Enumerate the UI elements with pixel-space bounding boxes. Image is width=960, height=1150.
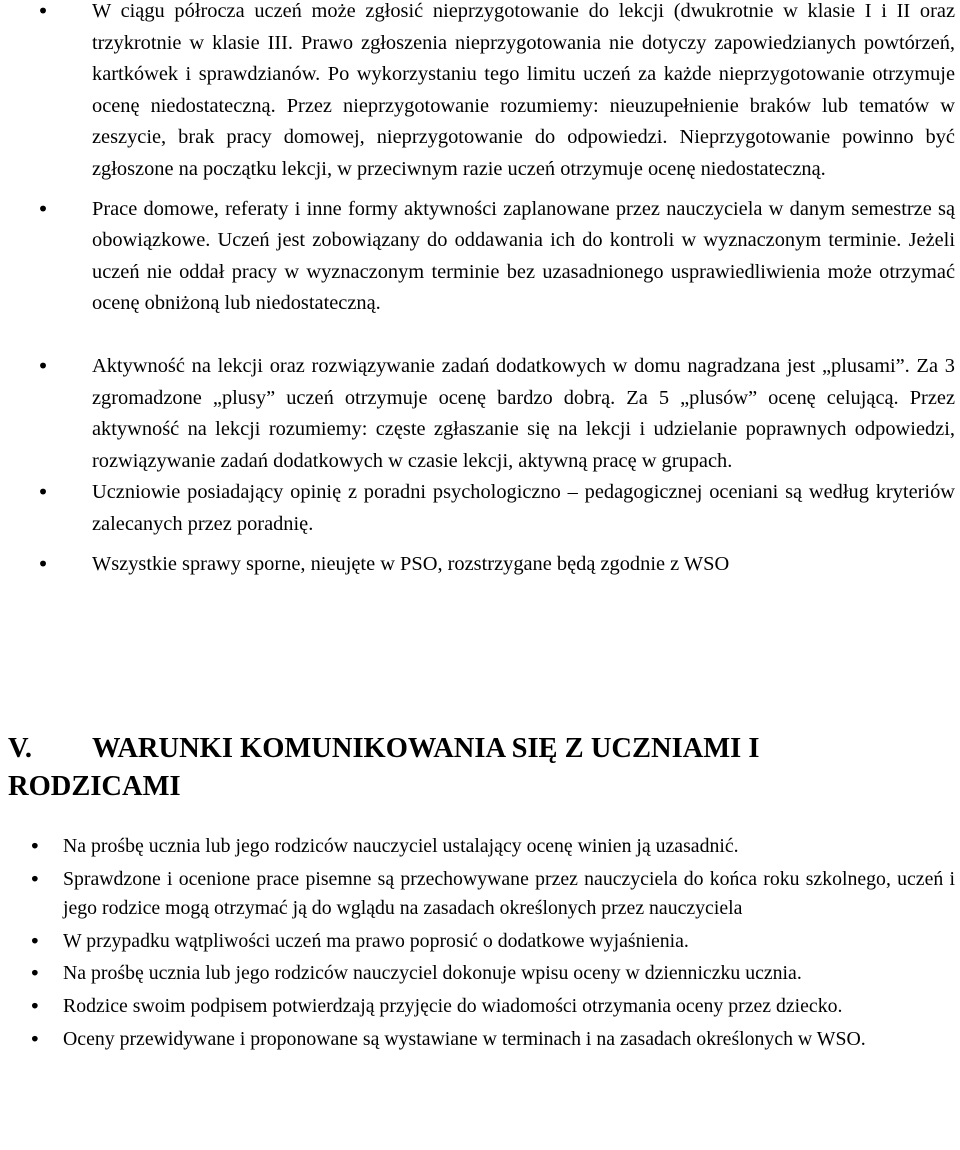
bullet-icon: • [29, 835, 41, 858]
list-item-text: Aktywność na lekcji oraz rozwiązywanie zadań dodatkowych w domu nagradzana jest „plusami”. Za 3 zgromadzone „plusy” uczeń otrzymuje ocenę bardzo dobrą. Za 5 „plusów” ocenę celującą. Przez aktywność na lekcji rozumiemy: częste zgłaszanie się na lekcji i udzielanie poprawnych odpowiedzi, rozwiązywanie zadań dodatkowych w czasie lekcji, aktywną pracę w grupach. [92, 354, 955, 472]
bullet-icon: • [29, 962, 41, 986]
bullet-icon: • [37, 196, 50, 221]
list-item [29, 927, 955, 957]
list-item-text: Oceny przewidywane i proponowane są wystawiane w terminach i na zasadach określonych w WSO. [63, 1027, 866, 1050]
list-item [29, 832, 955, 862]
list-item-text: Wszystkie sprawy sporne, nieujęte w PSO, rozstrzygane będą zgodnie z WSO [92, 552, 730, 575]
list-item [37, 0, 955, 186]
list-item-text: W ciągu półrocza uczeń może zgłosić nieprzygotowanie do lekcji (dwukrotnie w klasie I i II oraz trzykrotnie w klasie III. Prawo zgłoszenia nieprzygotowania nie dotyczy zapowiedzianych powtórzeń, kartkówek i sprawdzianów. Po wykorzystaniu tego limitu uczeń za każde nieprzygotowanie otrzymuje ocenę niedostateczną. Przez nieprzygotowanie rozumiemy: nieuzupełnienie braków lub tematów w zeszycie, brak pracy domowej, nieprzygotowanie do odpowiedzi. Nieprzygotowanie powinno być zgłoszone na początku lekcji, w przeciwnym razie uczeń otrzymuje ocenę niedostateczną. [92, 0, 955, 180]
list-item [37, 194, 955, 320]
bullet-icon: • [37, 353, 50, 378]
section-iv-list [37, 0, 955, 580]
section-title: WARUNKI KOMUNIKOWANIA SIĘ Z UCZNIAMI I RODZICAMI [8, 733, 760, 802]
list-item [37, 477, 955, 540]
bullet-icon: • [37, 551, 50, 576]
list-item [29, 865, 955, 924]
list-item-text: Uczniowie posiadający opinię z poradni psychologiczno – pedagogicznej oceniani są według kryteriów zalecanych przez poradnię. [92, 481, 955, 535]
list-item [29, 959, 955, 989]
bullet-icon: • [29, 929, 41, 953]
list-item-text: Na prośbę ucznia lub jego rodziców nauczyciel ustalający ocenę winien ją uzasadnić. [63, 835, 739, 857]
section-heading [8, 730, 908, 806]
list-item-text: Prace domowe, referaty i inne formy aktywności zaplanowane przez nauczyciela w danym semestrze są obowiązkowe. Uczeń jest zobowiązany do oddawania ich do kontroli w wyznaczonym terminie. Jeżeli uczeń nie oddał pracy w wyznaczonym terminie bez uzasadnionego usprawiedliwienia może otrzymać ocenę obniżoną lub niedostateczną. [92, 197, 955, 315]
list-item [29, 992, 955, 1022]
list-item [37, 351, 955, 477]
bullet-icon: • [37, 0, 50, 23]
list-item [29, 1025, 955, 1055]
bullet-icon: • [29, 867, 41, 891]
list-item-text: Rodzice swoim podpisem potwierdzają przyjęcie do wiadomości otrzymania oceny przez dziecko. [63, 994, 843, 1017]
bullet-icon: • [37, 480, 50, 505]
section-v-list [29, 832, 955, 1057]
list-item-text: W przypadku wątpliwości uczeń ma prawo poprosić o dodatkowe wyjaśnienia. [63, 929, 689, 952]
list-item-text: Sprawdzone i ocenione prace pisemne są przechowywane przez nauczyciela do końca roku szkolnego, uczeń i jego rodzice mogą otrzymać ją do wglądu na zasadach określonych przez nauczyciela [63, 867, 955, 920]
list-item [37, 549, 955, 581]
list-item-text: Na prośbę ucznia lub jego rodziców nauczyciel dokonuje wpisu oceny w dzienniczku ucznia. [63, 962, 802, 985]
section-number: V. [8, 733, 33, 764]
bullet-icon: • [29, 1027, 41, 1051]
bullet-icon: • [29, 994, 41, 1018]
